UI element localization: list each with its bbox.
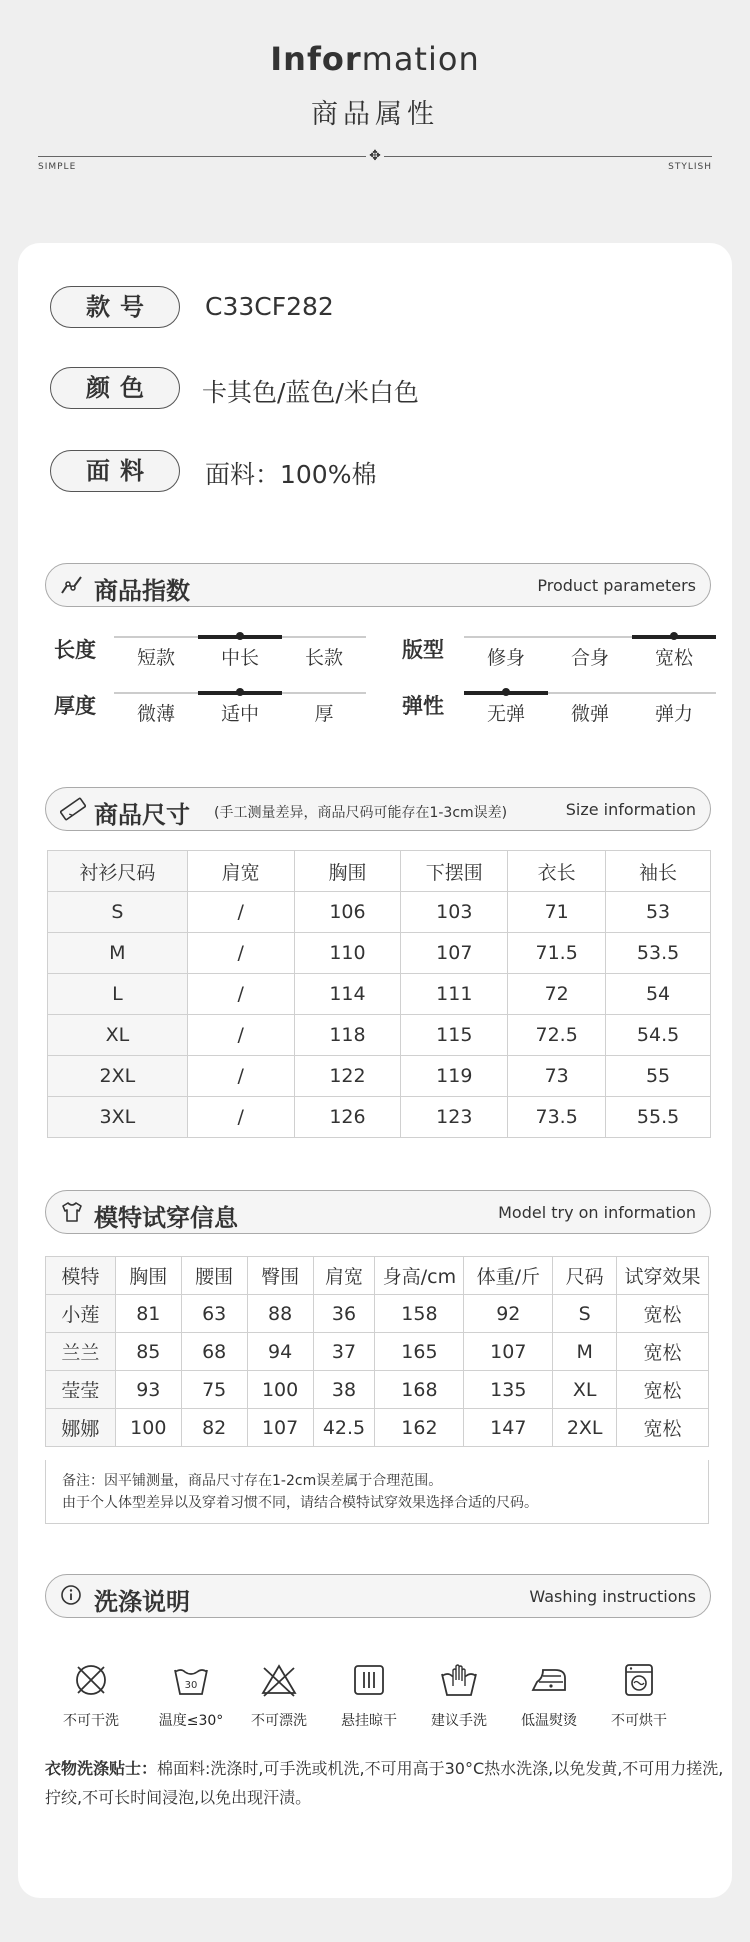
model-row [46, 1371, 709, 1409]
page-subtitle: 商品属性 [311, 99, 439, 130]
model-cell: 82 [181, 1409, 247, 1447]
model-cell: 100 [247, 1371, 313, 1409]
wash-item [46, 1660, 136, 1730]
ruler-icon [60, 797, 86, 826]
size-cell: 3XL [48, 1097, 188, 1138]
index-option: 修身 [486, 647, 525, 669]
model-section-bar [45, 1190, 711, 1234]
size-cell: 55 [606, 1056, 711, 1097]
index-option-selected: 宽松 [654, 647, 693, 669]
model-cell: XL [553, 1371, 617, 1409]
size-cell: / [187, 892, 294, 933]
size-cell: 72.5 [508, 1015, 606, 1056]
size-header-cell: 衬衫尺码 [48, 851, 188, 892]
svg-text:30: 30 [184, 1680, 198, 1691]
model-cell: 88 [247, 1295, 313, 1333]
size-cell: M [48, 933, 188, 974]
model-note-line: 备注：因平铺测量，商品尺寸存在1-2cm误差属于合理范围。 [62, 1473, 443, 1489]
size-header-cell: 袖长 [606, 851, 711, 892]
wash-label: 不可烘干 [611, 1713, 667, 1729]
model-cell: 158 [375, 1295, 464, 1333]
index-option: 微弹 [570, 703, 609, 725]
wash-item [324, 1660, 414, 1730]
wash-label: 建议手洗 [431, 1713, 487, 1729]
model-cell: 168 [375, 1371, 464, 1409]
index-label-fit: 版型 [402, 638, 444, 662]
size-cell: 115 [401, 1015, 508, 1056]
model-cell: 36 [313, 1295, 375, 1333]
size-cell: 53.5 [606, 933, 711, 974]
wash-tip [45, 1754, 725, 1812]
model-header-cell: 臀围 [247, 1257, 313, 1295]
model-cell: 娜娜 [46, 1409, 116, 1447]
model-cell: 135 [464, 1371, 553, 1409]
size-row [48, 1056, 711, 1097]
size-cell: 55.5 [606, 1097, 711, 1138]
size-cell: L [48, 974, 188, 1015]
size-cell: XL [48, 1015, 188, 1056]
model-cell: 68 [181, 1333, 247, 1371]
index-option: 合身 [570, 647, 609, 669]
model-cell: 107 [247, 1409, 313, 1447]
model-cell: 94 [247, 1333, 313, 1371]
hang-dry-icon [349, 1660, 389, 1700]
size-section-title: 商品尺寸 [94, 801, 190, 829]
wash-label: 温度≤30° [158, 1713, 224, 1729]
size-cell: 73 [508, 1056, 606, 1097]
attr-label-style-no: 款号 [50, 286, 180, 328]
index-option-selected: 中长 [220, 647, 259, 669]
model-header-cell: 肩宽 [313, 1257, 375, 1295]
index-label-length: 长度 [54, 638, 96, 662]
model-row [46, 1409, 709, 1447]
no-tumble-dry-icon [619, 1660, 659, 1700]
attr-label-fabric: 面料 [50, 450, 180, 492]
header-right-tag: STYLISH [668, 162, 712, 172]
size-section-en: Size information [565, 800, 696, 819]
model-cell: 107 [464, 1333, 553, 1371]
model-cell: 兰兰 [46, 1333, 116, 1371]
size-cell: S [48, 892, 188, 933]
size-cell: 126 [294, 1097, 401, 1138]
header-left-tag: SIMPLE [38, 162, 77, 172]
index-option: 厚 [314, 703, 334, 725]
wash-section-title: 洗涤说明 [94, 1588, 190, 1616]
size-cell: 118 [294, 1015, 401, 1056]
model-cell: 2XL [553, 1409, 617, 1447]
size-section-note: (手工测量差异，商品尺码可能存在1-3cm误差) [214, 805, 508, 821]
size-row [48, 892, 711, 933]
size-cell: 72 [508, 974, 606, 1015]
wash-label: 低温熨烫 [521, 1713, 577, 1729]
model-note [45, 1460, 709, 1524]
wash-tip-text: 棉面料:洗涤时,可手洗或机洗,不可用高于30°C热水洗涤,以免发黄,不可用力搓洗,拧绞,不可长时间浸泡,以免出现汗渍。 [45, 1759, 724, 1807]
shirt-icon [60, 1200, 84, 1229]
model-header-cell: 胸围 [115, 1257, 181, 1295]
size-cell: 107 [401, 933, 508, 974]
attr-value-fabric: 面料：100%棉 [205, 460, 377, 489]
no-bleach-icon [259, 1660, 299, 1700]
size-cell: 111 [401, 974, 508, 1015]
attr-value-color: 卡其色/蓝色/米白色 [202, 378, 419, 407]
model-header-cell: 体重/斤 [464, 1257, 553, 1295]
size-cell: 54 [606, 974, 711, 1015]
wash-item [414, 1660, 504, 1730]
model-row [46, 1295, 709, 1333]
size-row [48, 1015, 711, 1056]
no-dry-clean-icon [71, 1660, 111, 1700]
index-label-elasticity: 弹性 [402, 694, 444, 718]
index-option: 弹力 [654, 703, 693, 725]
size-row [48, 1097, 711, 1138]
size-row [48, 933, 711, 974]
index-option: 短款 [136, 647, 175, 669]
index-section-bar [45, 563, 711, 607]
size-cell: 54.5 [606, 1015, 711, 1056]
model-cell: 38 [313, 1371, 375, 1409]
model-header-cell: 身高/cm [375, 1257, 464, 1295]
size-cell: / [187, 1015, 294, 1056]
model-cell: M [553, 1333, 617, 1371]
size-cell: / [187, 1056, 294, 1097]
size-header-row [48, 851, 711, 892]
size-cell: 71.5 [508, 933, 606, 974]
size-cell: 122 [294, 1056, 401, 1097]
model-cell: 宽松 [617, 1333, 709, 1371]
size-cell: / [187, 1097, 294, 1138]
size-cell: 110 [294, 933, 401, 974]
model-cell: S [553, 1295, 617, 1333]
model-cell: 93 [115, 1371, 181, 1409]
wash-section-bar [45, 1574, 711, 1618]
model-header-cell: 尺码 [553, 1257, 617, 1295]
info-icon [60, 1584, 82, 1611]
size-cell: 73.5 [508, 1097, 606, 1138]
page-title: Information [270, 40, 480, 78]
wash-label: 悬挂晾干 [341, 1713, 397, 1729]
model-cell: 宽松 [617, 1409, 709, 1447]
wash-item [504, 1660, 594, 1730]
hand-wash-icon [439, 1660, 479, 1700]
trend-icon [60, 573, 84, 602]
index-label-thickness: 厚度 [54, 694, 96, 718]
model-cell: 92 [464, 1295, 553, 1333]
wash-tip-label: 衣物洗涤贴士： [45, 1759, 158, 1778]
model-note-line: 由于个人体型差异以及穿着习惯不同，请结合模特试穿效果选择合适的尺码。 [62, 1495, 538, 1511]
wash-30-icon [171, 1660, 211, 1700]
size-cell: 71 [508, 892, 606, 933]
size-cell: / [187, 974, 294, 1015]
attr-value-style-no: C33CF282 [205, 292, 334, 321]
index-option: 微薄 [136, 703, 175, 725]
size-header-cell: 下摆围 [401, 851, 508, 892]
attr-label-color: 颜色 [50, 367, 180, 409]
model-cell: 165 [375, 1333, 464, 1371]
model-table [45, 1256, 709, 1447]
model-cell: 宽松 [617, 1295, 709, 1333]
model-cell: 147 [464, 1409, 553, 1447]
size-section-bar [45, 787, 711, 831]
model-header-row [46, 1257, 709, 1295]
wash-item [146, 1660, 236, 1730]
index-section-en: Product parameters [537, 576, 696, 595]
cross-ornament-icon: ✥ [366, 147, 384, 165]
model-header-cell: 腰围 [181, 1257, 247, 1295]
size-header-cell: 胸围 [294, 851, 401, 892]
model-cell: 100 [115, 1409, 181, 1447]
wash-label: 不可干洗 [63, 1713, 119, 1729]
size-cell: 103 [401, 892, 508, 933]
index-section-title: 商品指数 [94, 577, 190, 605]
model-cell: 81 [115, 1295, 181, 1333]
low-iron-icon [529, 1660, 569, 1700]
model-cell: 小莲 [46, 1295, 116, 1333]
model-cell: 37 [313, 1333, 375, 1371]
wash-item [594, 1660, 684, 1730]
size-table [47, 850, 711, 1138]
size-header-cell: 肩宽 [187, 851, 294, 892]
model-cell: 宽松 [617, 1371, 709, 1409]
size-cell: 123 [401, 1097, 508, 1138]
model-cell: 63 [181, 1295, 247, 1333]
model-cell: 42.5 [313, 1409, 375, 1447]
index-option-selected: 无弹 [486, 703, 525, 725]
size-cell: / [187, 933, 294, 974]
model-cell: 85 [115, 1333, 181, 1371]
wash-label: 不可漂洗 [251, 1713, 307, 1729]
size-row [48, 974, 711, 1015]
model-section-en: Model try on information [498, 1203, 696, 1222]
size-cell: 106 [294, 892, 401, 933]
model-row [46, 1333, 709, 1371]
model-header-cell: 模特 [46, 1257, 116, 1295]
model-cell: 莹莹 [46, 1371, 116, 1409]
index-option-selected: 适中 [220, 703, 259, 725]
size-cell: 53 [606, 892, 711, 933]
wash-item [234, 1660, 324, 1730]
model-cell: 162 [375, 1409, 464, 1447]
wash-section-en: Washing instructions [529, 1587, 696, 1606]
size-cell: 119 [401, 1056, 508, 1097]
model-section-title: 模特试穿信息 [94, 1204, 238, 1232]
model-header-cell: 试穿效果 [617, 1257, 709, 1295]
index-option: 长款 [304, 647, 343, 669]
model-cell: 75 [181, 1371, 247, 1409]
size-header-cell: 衣长 [508, 851, 606, 892]
size-cell: 2XL [48, 1056, 188, 1097]
size-cell: 114 [294, 974, 401, 1015]
